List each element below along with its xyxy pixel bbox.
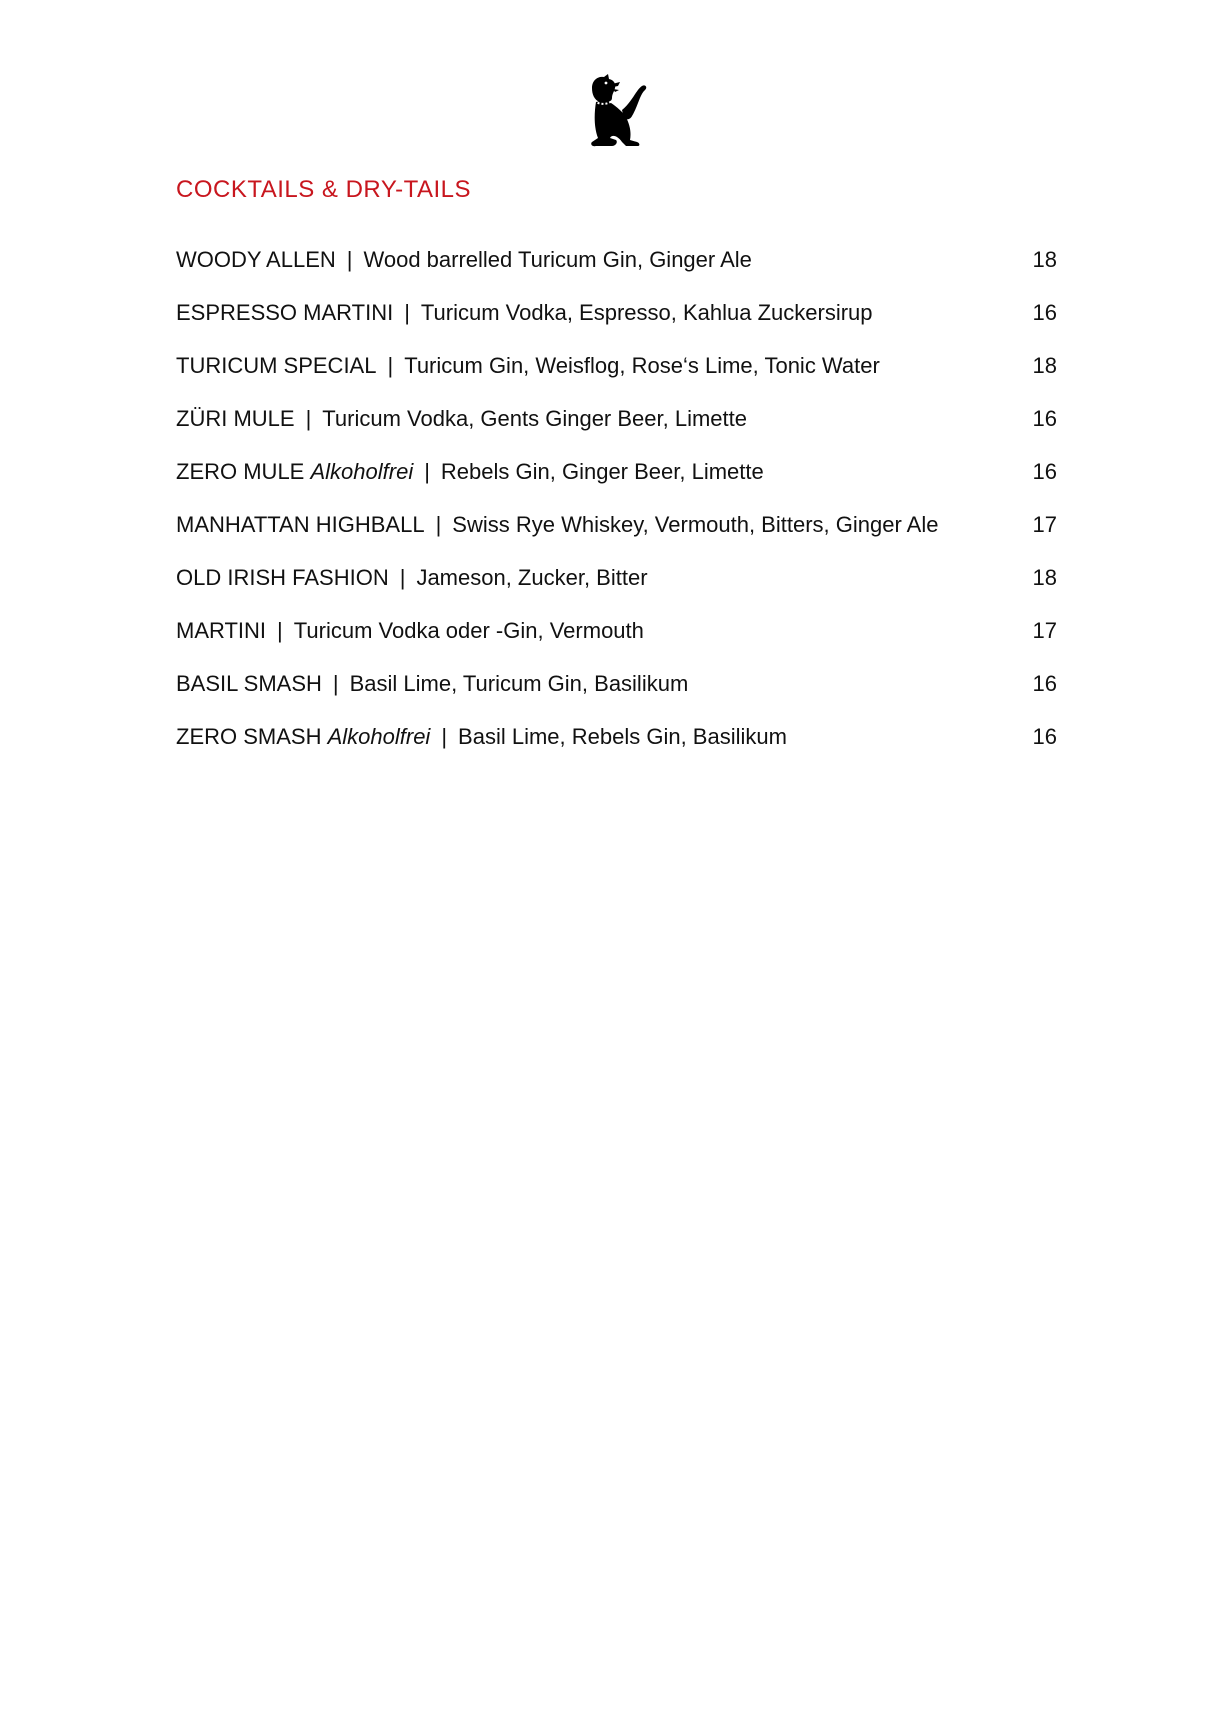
- item-separator: |: [387, 353, 394, 378]
- menu-item: [176, 246, 1057, 299]
- item-name: WOODY ALLEN: [176, 247, 336, 272]
- item-price: 16: [1032, 671, 1057, 696]
- item-description: Rebels Gin, Ginger Beer, Limette: [440, 459, 764, 484]
- item-price: 16: [1032, 459, 1057, 484]
- item-price: 17: [1032, 512, 1057, 537]
- dog-logo-icon: [582, 72, 648, 148]
- item-description: Wood barrelled Turicum Gin, Ginger Ale: [363, 247, 752, 272]
- section-title: COCKTAILS & DRY-TAILS: [176, 176, 472, 203]
- item-description: Basil Lime, Turicum Gin, Basilikum: [349, 671, 689, 696]
- item-name: ESPRESSO MARTINI: [176, 300, 394, 325]
- item-separator: |: [435, 512, 442, 537]
- menu-item: [176, 352, 1057, 405]
- item-description: Basil Lime, Rebels Gin, Basilikum: [458, 724, 787, 749]
- item-separator: |: [277, 618, 283, 643]
- item-name: OLD IRISH FASHION: [176, 565, 389, 590]
- item-price: 18: [1032, 247, 1057, 272]
- menu-item: [176, 564, 1057, 617]
- cocktail-list: [176, 246, 1057, 776]
- item-description: Jameson, Zucker, Bitter: [416, 565, 648, 590]
- item-description: Turicum Vodka oder -Gin, Vermouth: [293, 618, 644, 643]
- item-note: Alkoholfrei: [327, 724, 431, 749]
- item-separator: |: [332, 671, 339, 696]
- item-note: Alkoholfrei: [310, 459, 414, 484]
- item-separator: |: [424, 459, 430, 484]
- item-separator: |: [399, 565, 406, 590]
- item-name: ZERO SMASH: [176, 724, 322, 749]
- item-description: Turicum Gin, Weisflog, Rose‘s Lime, Tonic Water: [404, 353, 880, 378]
- item-separator: |: [441, 724, 448, 749]
- item-price: 18: [1032, 353, 1057, 378]
- item-price: 16: [1032, 406, 1057, 431]
- item-description: Turicum Vodka, Espresso, Kahlua Zuckersirup: [420, 300, 873, 325]
- menu-item: [176, 511, 1057, 564]
- menu-item: [176, 670, 1057, 723]
- menu-item: [176, 723, 1057, 776]
- item-name: TURICUM SPECIAL: [176, 353, 377, 378]
- menu-item: [176, 458, 1057, 511]
- item-price: 17: [1032, 618, 1057, 643]
- item-name: ZERO MULE: [176, 459, 305, 484]
- item-price: 16: [1032, 300, 1057, 325]
- item-price: 16: [1032, 724, 1057, 749]
- item-description: Swiss Rye Whiskey, Vermouth, Bitters, Ginger Ale: [452, 512, 939, 537]
- item-separator: |: [346, 247, 353, 272]
- item-price: 18: [1032, 565, 1057, 590]
- item-name: BASIL SMASH: [176, 671, 322, 696]
- item-name: ZÜRI MULE: [176, 406, 295, 431]
- item-name: MARTINI: [176, 618, 267, 643]
- item-separator: |: [404, 300, 410, 325]
- item-description: Turicum Vodka, Gents Ginger Beer, Limette: [322, 406, 747, 431]
- menu-item: [176, 299, 1057, 352]
- item-name: MANHATTAN HIGHBALL: [176, 512, 425, 537]
- menu-item: [176, 617, 1057, 670]
- menu-item: [176, 405, 1057, 458]
- item-separator: |: [305, 406, 312, 431]
